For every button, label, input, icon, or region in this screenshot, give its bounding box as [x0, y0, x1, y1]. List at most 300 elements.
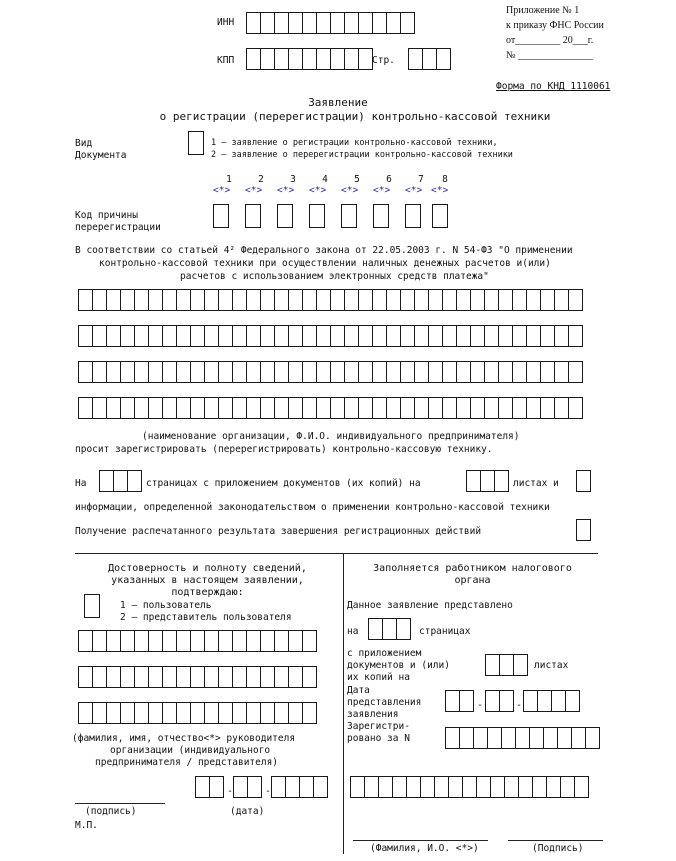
input-cell[interactable] — [498, 397, 513, 419]
pages-count-field[interactable] — [99, 470, 141, 492]
input-cell[interactable] — [372, 12, 387, 34]
input-cell[interactable] — [134, 397, 149, 419]
input-cell[interactable] — [344, 361, 359, 383]
input-cell[interactable] — [218, 666, 233, 688]
input-cell[interactable] — [344, 397, 359, 419]
input-cell[interactable] — [274, 48, 289, 70]
input-cell[interactable] — [546, 776, 561, 798]
input-cell[interactable] — [480, 470, 495, 492]
input-cell[interactable] — [260, 666, 275, 688]
input-cell[interactable] — [537, 690, 552, 712]
input-cell[interactable] — [176, 325, 191, 347]
input-cell[interactable] — [162, 666, 177, 688]
input-cell[interactable] — [288, 397, 303, 419]
input-cell[interactable] — [106, 702, 121, 724]
input-cell[interactable] — [246, 630, 261, 652]
input-cell[interactable] — [260, 325, 275, 347]
input-cell[interactable] — [551, 690, 566, 712]
input-cell[interactable] — [568, 397, 583, 419]
input-cell[interactable] — [498, 361, 513, 383]
tax-sheets-field[interactable] — [485, 654, 527, 676]
input-cell[interactable] — [422, 48, 437, 70]
input-cell[interactable] — [529, 727, 544, 749]
input-cell[interactable] — [190, 702, 205, 724]
input-cell[interactable] — [498, 289, 513, 311]
input-cell[interactable] — [456, 397, 471, 419]
submission-year-field[interactable] — [523, 690, 579, 712]
input-cell[interactable] — [512, 397, 527, 419]
input-cell[interactable] — [176, 397, 191, 419]
input-cell[interactable] — [428, 361, 443, 383]
input-cell[interactable] — [148, 666, 163, 688]
input-cell[interactable] — [386, 397, 401, 419]
input-cell[interactable] — [218, 289, 233, 311]
input-cell[interactable] — [302, 666, 317, 688]
input-cell[interactable] — [190, 397, 205, 419]
input-cell[interactable] — [386, 289, 401, 311]
input-cell[interactable] — [470, 325, 485, 347]
input-cell[interactable] — [162, 397, 177, 419]
input-cell[interactable] — [330, 397, 345, 419]
input-cell[interactable] — [400, 361, 415, 383]
confirmer-name-row[interactable] — [78, 630, 316, 652]
date-month-field[interactable] — [233, 776, 261, 798]
input-cell[interactable] — [400, 12, 415, 34]
input-cell[interactable] — [127, 470, 142, 492]
input-cell[interactable] — [466, 470, 481, 492]
tax-officer-name-field[interactable] — [350, 776, 588, 798]
input-cell[interactable] — [148, 397, 163, 419]
input-cell[interactable] — [568, 325, 583, 347]
input-cell[interactable] — [526, 325, 541, 347]
reason-code-field[interactable] — [213, 204, 229, 228]
input-cell[interactable] — [274, 630, 289, 652]
input-cell[interactable] — [260, 361, 275, 383]
input-cell[interactable] — [330, 361, 345, 383]
input-cell[interactable] — [134, 630, 149, 652]
input-cell[interactable] — [260, 630, 275, 652]
input-cell[interactable] — [260, 397, 275, 419]
input-cell[interactable] — [106, 630, 121, 652]
input-cell[interactable] — [358, 48, 373, 70]
reason-code-field[interactable] — [341, 204, 357, 228]
input-cell[interactable] — [540, 289, 555, 311]
input-cell[interactable] — [350, 776, 365, 798]
input-cell[interactable] — [78, 630, 93, 652]
input-cell[interactable] — [78, 702, 93, 724]
input-cell[interactable] — [540, 325, 555, 347]
input-cell[interactable] — [260, 702, 275, 724]
input-cell[interactable] — [285, 776, 300, 798]
input-cell[interactable] — [554, 325, 569, 347]
input-cell[interactable] — [330, 12, 345, 34]
input-cell[interactable] — [148, 702, 163, 724]
input-cell[interactable] — [434, 776, 449, 798]
input-cell[interactable] — [299, 776, 314, 798]
input-cell[interactable] — [565, 690, 580, 712]
reason-code-field[interactable] — [405, 204, 421, 228]
input-cell[interactable] — [487, 727, 502, 749]
input-cell[interactable] — [414, 325, 429, 347]
input-cell[interactable] — [382, 618, 397, 640]
input-cell[interactable] — [392, 776, 407, 798]
input-cell[interactable] — [274, 325, 289, 347]
org-name-row[interactable] — [78, 289, 582, 311]
input-cell[interactable] — [204, 666, 219, 688]
input-cell[interactable] — [274, 397, 289, 419]
input-cell[interactable] — [554, 289, 569, 311]
input-cell[interactable] — [274, 666, 289, 688]
kpp-field[interactable] — [246, 48, 372, 70]
input-cell[interactable] — [288, 289, 303, 311]
input-cell[interactable] — [99, 470, 114, 492]
input-cell[interactable] — [456, 289, 471, 311]
input-cell[interactable] — [302, 325, 317, 347]
input-cell[interactable] — [271, 776, 286, 798]
input-cell[interactable] — [568, 289, 583, 311]
input-cell[interactable] — [92, 702, 107, 724]
input-cell[interactable] — [498, 325, 513, 347]
input-cell[interactable] — [106, 325, 121, 347]
input-cell[interactable] — [344, 289, 359, 311]
input-cell[interactable] — [526, 289, 541, 311]
input-cell[interactable] — [113, 470, 128, 492]
input-cell[interactable] — [148, 289, 163, 311]
input-cell[interactable] — [532, 776, 547, 798]
input-cell[interactable] — [364, 776, 379, 798]
input-cell[interactable] — [120, 630, 135, 652]
input-cell[interactable] — [204, 630, 219, 652]
input-cell[interactable] — [134, 289, 149, 311]
reason-code-field[interactable] — [309, 204, 325, 228]
input-cell[interactable] — [476, 776, 491, 798]
input-cell[interactable] — [246, 397, 261, 419]
input-cell[interactable] — [246, 48, 261, 70]
input-cell[interactable] — [246, 289, 261, 311]
input-cell[interactable] — [218, 397, 233, 419]
input-cell[interactable] — [92, 630, 107, 652]
input-cell[interactable] — [344, 48, 359, 70]
input-cell[interactable] — [176, 289, 191, 311]
input-cell[interactable] — [176, 361, 191, 383]
input-cell[interactable] — [190, 325, 205, 347]
input-cell[interactable] — [523, 690, 538, 712]
input-cell[interactable] — [302, 289, 317, 311]
input-cell[interactable] — [232, 361, 247, 383]
receive-result-field[interactable] — [576, 519, 591, 541]
input-cell[interactable] — [78, 666, 93, 688]
input-cell[interactable] — [106, 666, 121, 688]
input-cell[interactable] — [557, 727, 572, 749]
input-cell[interactable] — [459, 690, 474, 712]
input-cell[interactable] — [246, 325, 261, 347]
org-name-row[interactable] — [78, 397, 582, 419]
input-cell[interactable] — [232, 289, 247, 311]
input-cell[interactable] — [330, 325, 345, 347]
page-number-field[interactable] — [408, 48, 450, 70]
input-cell[interactable] — [504, 776, 519, 798]
input-cell[interactable] — [386, 325, 401, 347]
input-cell[interactable] — [302, 630, 317, 652]
reason-code-field[interactable] — [245, 204, 261, 228]
input-cell[interactable] — [274, 12, 289, 34]
org-name-row[interactable] — [78, 361, 582, 383]
input-cell[interactable] — [386, 361, 401, 383]
input-cell[interactable] — [78, 325, 93, 347]
input-cell[interactable] — [176, 666, 191, 688]
input-cell[interactable] — [470, 397, 485, 419]
input-cell[interactable] — [246, 702, 261, 724]
input-cell[interactable] — [414, 361, 429, 383]
input-cell[interactable] — [316, 361, 331, 383]
input-cell[interactable] — [459, 727, 474, 749]
input-cell[interactable] — [274, 289, 289, 311]
input-cell[interactable] — [288, 702, 303, 724]
input-cell[interactable] — [372, 361, 387, 383]
input-cell[interactable] — [204, 397, 219, 419]
input-cell[interactable] — [209, 776, 224, 798]
input-cell[interactable] — [494, 470, 509, 492]
input-cell[interactable] — [448, 776, 463, 798]
input-cell[interactable] — [288, 361, 303, 383]
input-cell[interactable] — [414, 397, 429, 419]
input-cell[interactable] — [92, 325, 107, 347]
confirmer-name-row[interactable] — [78, 666, 316, 688]
input-cell[interactable] — [218, 325, 233, 347]
input-cell[interactable] — [233, 776, 248, 798]
input-cell[interactable] — [204, 702, 219, 724]
input-cell[interactable] — [490, 776, 505, 798]
doc-type-field[interactable] — [188, 131, 204, 155]
input-cell[interactable] — [204, 289, 219, 311]
input-cell[interactable] — [162, 325, 177, 347]
input-cell[interactable] — [442, 361, 457, 383]
input-cell[interactable] — [330, 48, 345, 70]
input-cell[interactable] — [344, 325, 359, 347]
input-cell[interactable] — [470, 361, 485, 383]
input-cell[interactable] — [442, 397, 457, 419]
reason-code-field[interactable] — [277, 204, 293, 228]
reason-code-field[interactable] — [373, 204, 389, 228]
input-cell[interactable] — [330, 289, 345, 311]
input-cell[interactable] — [484, 361, 499, 383]
input-cell[interactable] — [358, 361, 373, 383]
input-cell[interactable] — [246, 12, 261, 34]
input-cell[interactable] — [190, 289, 205, 311]
input-cell[interactable] — [162, 361, 177, 383]
input-cell[interactable] — [288, 12, 303, 34]
input-cell[interactable] — [78, 361, 93, 383]
input-cell[interactable] — [162, 630, 177, 652]
input-cell[interactable] — [540, 397, 555, 419]
input-cell[interactable] — [204, 361, 219, 383]
input-cell[interactable] — [571, 727, 586, 749]
input-cell[interactable] — [484, 397, 499, 419]
input-cell[interactable] — [106, 289, 121, 311]
input-cell[interactable] — [445, 690, 460, 712]
input-cell[interactable] — [106, 361, 121, 383]
input-cell[interactable] — [428, 325, 443, 347]
input-cell[interactable] — [274, 361, 289, 383]
input-cell[interactable] — [442, 325, 457, 347]
reason-code-field[interactable] — [432, 204, 448, 228]
input-cell[interactable] — [428, 289, 443, 311]
input-cell[interactable] — [218, 702, 233, 724]
input-cell[interactable] — [302, 397, 317, 419]
input-cell[interactable] — [313, 776, 328, 798]
input-cell[interactable] — [414, 289, 429, 311]
input-cell[interactable] — [162, 702, 177, 724]
input-cell[interactable] — [176, 630, 191, 652]
input-cell[interactable] — [190, 666, 205, 688]
input-cell[interactable] — [484, 289, 499, 311]
input-cell[interactable] — [120, 666, 135, 688]
input-cell[interactable] — [190, 630, 205, 652]
input-cell[interactable] — [302, 48, 317, 70]
input-cell[interactable] — [232, 397, 247, 419]
date-day-field[interactable] — [195, 776, 223, 798]
input-cell[interactable] — [554, 361, 569, 383]
input-cell[interactable] — [148, 325, 163, 347]
input-cell[interactable] — [162, 289, 177, 311]
input-cell[interactable] — [386, 12, 401, 34]
input-cell[interactable] — [148, 361, 163, 383]
input-cell[interactable] — [316, 289, 331, 311]
input-cell[interactable] — [302, 361, 317, 383]
input-cell[interactable] — [190, 361, 205, 383]
input-cell[interactable] — [232, 702, 247, 724]
input-cell[interactable] — [148, 630, 163, 652]
input-cell[interactable] — [513, 654, 528, 676]
input-cell[interactable] — [288, 666, 303, 688]
registration-number-field[interactable] — [445, 727, 599, 749]
input-cell[interactable] — [106, 397, 121, 419]
input-cell[interactable] — [316, 48, 331, 70]
input-cell[interactable] — [358, 12, 373, 34]
input-cell[interactable] — [436, 48, 451, 70]
input-cell[interactable] — [246, 666, 261, 688]
input-cell[interactable] — [358, 397, 373, 419]
input-cell[interactable] — [428, 397, 443, 419]
input-cell[interactable] — [515, 727, 530, 749]
input-cell[interactable] — [78, 397, 93, 419]
input-cell[interactable] — [232, 325, 247, 347]
input-cell[interactable] — [378, 776, 393, 798]
input-cell[interactable] — [274, 702, 289, 724]
confirmer-name-row[interactable] — [78, 702, 316, 724]
input-cell[interactable] — [372, 397, 387, 419]
input-cell[interactable] — [456, 361, 471, 383]
submission-month-field[interactable] — [485, 690, 513, 712]
input-cell[interactable] — [92, 289, 107, 311]
input-cell[interactable] — [302, 702, 317, 724]
input-cell[interactable] — [456, 325, 471, 347]
input-cell[interactable] — [120, 361, 135, 383]
input-cell[interactable] — [485, 690, 500, 712]
input-cell[interactable] — [512, 289, 527, 311]
input-cell[interactable] — [260, 48, 275, 70]
input-cell[interactable] — [585, 727, 600, 749]
input-cell[interactable] — [246, 361, 261, 383]
input-cell[interactable] — [288, 325, 303, 347]
input-cell[interactable] — [526, 397, 541, 419]
input-cell[interactable] — [512, 361, 527, 383]
input-cell[interactable] — [568, 361, 583, 383]
input-cell[interactable] — [218, 361, 233, 383]
inn-field[interactable] — [246, 12, 414, 34]
input-cell[interactable] — [92, 666, 107, 688]
input-cell[interactable] — [372, 289, 387, 311]
input-cell[interactable] — [499, 654, 514, 676]
input-cell[interactable] — [134, 702, 149, 724]
input-cell[interactable] — [120, 325, 135, 347]
input-cell[interactable] — [134, 325, 149, 347]
input-cell[interactable] — [485, 654, 500, 676]
input-cell[interactable] — [344, 12, 359, 34]
input-cell[interactable] — [526, 361, 541, 383]
input-cell[interactable] — [574, 776, 589, 798]
input-cell[interactable] — [400, 397, 415, 419]
input-cell[interactable] — [396, 618, 411, 640]
tax-pages-field[interactable] — [368, 618, 410, 640]
input-cell[interactable] — [288, 48, 303, 70]
input-cell[interactable] — [512, 325, 527, 347]
org-name-row[interactable] — [78, 325, 582, 347]
input-cell[interactable] — [501, 727, 516, 749]
input-cell[interactable] — [543, 727, 558, 749]
info-field[interactable] — [576, 470, 591, 492]
input-cell[interactable] — [372, 325, 387, 347]
input-cell[interactable] — [499, 690, 514, 712]
input-cell[interactable] — [302, 12, 317, 34]
input-cell[interactable] — [470, 289, 485, 311]
input-cell[interactable] — [442, 289, 457, 311]
input-cell[interactable] — [445, 727, 460, 749]
input-cell[interactable] — [260, 12, 275, 34]
input-cell[interactable] — [406, 776, 421, 798]
input-cell[interactable] — [120, 397, 135, 419]
input-cell[interactable] — [120, 289, 135, 311]
input-cell[interactable] — [195, 776, 210, 798]
input-cell[interactable] — [560, 776, 575, 798]
input-cell[interactable] — [462, 776, 477, 798]
input-cell[interactable] — [484, 325, 499, 347]
input-cell[interactable] — [134, 361, 149, 383]
input-cell[interactable] — [400, 289, 415, 311]
input-cell[interactable] — [176, 702, 191, 724]
sheets-count-field[interactable] — [466, 470, 508, 492]
input-cell[interactable] — [358, 289, 373, 311]
input-cell[interactable] — [400, 325, 415, 347]
input-cell[interactable] — [316, 325, 331, 347]
input-cell[interactable] — [316, 12, 331, 34]
input-cell[interactable] — [218, 630, 233, 652]
input-cell[interactable] — [554, 397, 569, 419]
input-cell[interactable] — [260, 289, 275, 311]
input-cell[interactable] — [540, 361, 555, 383]
input-cell[interactable] — [232, 666, 247, 688]
input-cell[interactable] — [92, 361, 107, 383]
input-cell[interactable] — [120, 702, 135, 724]
confirmer-type-field[interactable] — [84, 594, 100, 618]
input-cell[interactable] — [473, 727, 488, 749]
input-cell[interactable] — [518, 776, 533, 798]
input-cell[interactable] — [408, 48, 423, 70]
input-cell[interactable] — [316, 397, 331, 419]
input-cell[interactable] — [358, 325, 373, 347]
input-cell[interactable] — [134, 666, 149, 688]
input-cell[interactable] — [204, 325, 219, 347]
